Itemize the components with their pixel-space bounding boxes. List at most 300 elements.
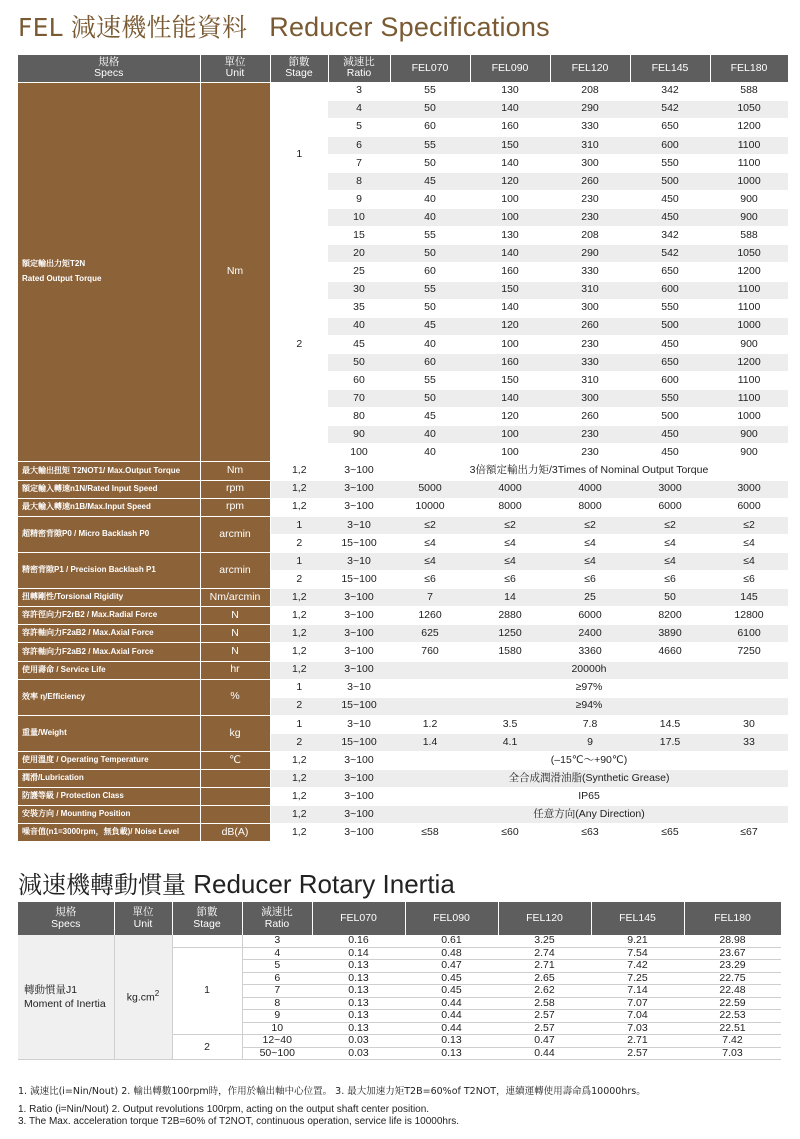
value-cell: 0.03 — [312, 1035, 405, 1048]
stage-cell: 1,2 — [270, 480, 328, 498]
value-cell: 3890 — [630, 625, 710, 643]
spec-unit: N — [200, 625, 270, 643]
spec-label: 扭轉剛性/Torsional Rigidity — [18, 589, 200, 607]
value-cell: 7250 — [710, 643, 788, 661]
header-model: FEL090 — [470, 55, 550, 82]
spec-row — [18, 643, 788, 661]
stage-cell: 1,2 — [270, 589, 328, 607]
ratio-cell: 15~100 — [328, 534, 390, 552]
stage-cell: 1,2 — [270, 607, 328, 625]
ratio-cell: 5 — [242, 960, 312, 973]
value-cell: 0.44 — [405, 997, 498, 1010]
value-cell: 17.5 — [630, 733, 710, 751]
spec-label: 潤滑/Lubrication — [18, 770, 200, 788]
value-cell: 2.71 — [591, 1035, 684, 1048]
value-cell: ≤4 — [390, 552, 470, 570]
header-model: FEL070 — [390, 55, 470, 82]
spec-row — [18, 462, 788, 480]
torque-stage: 2 — [270, 227, 328, 462]
value-cell: 2.65 — [498, 972, 591, 985]
value-cell: 1000 — [710, 317, 788, 335]
value-cell: 300 — [550, 390, 630, 408]
value-cell: 7.03 — [591, 1022, 684, 1035]
ratio-cell: 10 — [242, 1022, 312, 1035]
spec-row — [18, 625, 788, 643]
ratio-cell: 3~100 — [328, 607, 390, 625]
value-cell: 60 — [390, 118, 470, 136]
spec-unit: ℃ — [200, 751, 270, 769]
value-cell: 550 — [630, 299, 710, 317]
value-cell: 1250 — [470, 625, 550, 643]
value-cell: 100 — [470, 335, 550, 353]
value-cell: 900 — [710, 426, 788, 444]
value-cell: 23.29 — [684, 960, 781, 973]
value-cell: 600 — [630, 372, 710, 390]
spec-unit — [200, 788, 270, 806]
ratio-cell: 25 — [328, 263, 390, 281]
stage-cell: 1,2 — [270, 824, 328, 842]
value-cell: 0.48 — [405, 947, 498, 960]
value-cell: 130 — [470, 227, 550, 245]
value-cell: 40 — [390, 209, 470, 227]
value-cell: 0.45 — [405, 985, 498, 998]
value-cell: ≤2 — [710, 516, 788, 534]
value-cell: ≤4 — [470, 534, 550, 552]
spec-table — [18, 55, 789, 842]
value-cell: 2400 — [550, 625, 630, 643]
ratio-cell: 3~100 — [328, 806, 390, 824]
ratio-cell: 3~100 — [328, 462, 390, 480]
header-model: FEL120 — [550, 55, 630, 82]
spec-row — [18, 715, 788, 733]
value-cell: 50 — [390, 154, 470, 172]
value-cell: 1.4 — [390, 733, 470, 751]
spec-row — [18, 751, 788, 769]
value-span: ≥97% — [390, 679, 788, 697]
stage-cell: 2 — [270, 733, 328, 751]
ratio-cell: 3~100 — [328, 589, 390, 607]
value-cell: 1.2 — [390, 715, 470, 733]
value-cell: 55 — [390, 136, 470, 154]
value-cell: 625 — [390, 625, 470, 643]
stage-cell: 1,2 — [270, 462, 328, 480]
ratio-cell: 15 — [328, 227, 390, 245]
value-cell: 1580 — [470, 643, 550, 661]
value-cell: ≤4 — [550, 552, 630, 570]
ratio-cell: 9 — [328, 191, 390, 209]
ratio-cell: 4 — [328, 100, 390, 118]
value-cell: 300 — [550, 299, 630, 317]
value-span: 任意方向(Any Direction) — [390, 806, 788, 824]
stage-cell: 1,2 — [270, 751, 328, 769]
value-cell: 290 — [550, 100, 630, 118]
ratio-cell: 80 — [328, 408, 390, 426]
value-cell: 150 — [470, 281, 550, 299]
spec-title — [18, 8, 550, 44]
ratio-cell: 60 — [328, 372, 390, 390]
value-cell: 0.61 — [405, 935, 498, 947]
value-cell: 650 — [630, 353, 710, 371]
value-cell: 310 — [550, 372, 630, 390]
value-cell: 230 — [550, 209, 630, 227]
ratio-cell: 3~100 — [328, 788, 390, 806]
header-ratio: 減速比 Ratio — [328, 55, 390, 82]
spec-label: 超精密背隙P0 / Micro Backlash P0 — [18, 516, 200, 552]
header-stage: 節數 Stage — [270, 55, 328, 82]
value-cell: 30 — [710, 715, 788, 733]
inertia-stage: 2 — [172, 1035, 242, 1060]
value-cell: 260 — [550, 317, 630, 335]
value-cell: ≤58 — [390, 824, 470, 842]
spec-row — [18, 806, 788, 824]
value-cell: 7.42 — [684, 1035, 781, 1048]
value-cell: ≤4 — [630, 552, 710, 570]
value-cell: 7.14 — [591, 985, 684, 998]
value-cell: 45 — [390, 408, 470, 426]
spec-unit: N — [200, 607, 270, 625]
value-cell: 0.13 — [312, 972, 405, 985]
spec-label: 防護等級 / Protection Class — [18, 788, 200, 806]
inertia-stage: 1 — [172, 947, 242, 1035]
value-cell: 760 — [390, 643, 470, 661]
value-cell: 1100 — [710, 281, 788, 299]
value-cell: ≤63 — [550, 824, 630, 842]
value-cell: 150 — [470, 136, 550, 154]
value-cell: 130 — [470, 82, 550, 100]
value-cell: 7 — [390, 589, 470, 607]
inertia-title-cn: 減速機轉動慣量 — [18, 871, 186, 899]
value-cell: 1200 — [710, 353, 788, 371]
inertia-row — [18, 935, 781, 947]
value-cell: 0.45 — [405, 972, 498, 985]
notes-en-1: 1. Ratio (i=Nin/Nout) 2. Output revolutions 100rpm, acting on the output shaft center position. — [18, 1104, 430, 1115]
value-cell: 1100 — [710, 390, 788, 408]
value-cell: 7.07 — [591, 997, 684, 1010]
value-cell: 342 — [630, 227, 710, 245]
value-span: (–15℃～+90℃) — [390, 751, 788, 769]
notes-cn: 1. 減速比(i=Nin/Nout) 2. 輸出轉數100rpm時，作用於輸出軸中心位置。 3. 最大加速力矩T2B=60%of T2NOT，連續運轉使用壽命爲10000hrs。 — [18, 1086, 646, 1097]
spec-row — [18, 589, 788, 607]
header-model: FEL145 — [630, 55, 710, 82]
ratio-cell: 6 — [328, 136, 390, 154]
ratio-cell: 15~100 — [328, 733, 390, 751]
value-cell: 0.14 — [312, 947, 405, 960]
value-cell: ≤2 — [470, 516, 550, 534]
spec-header-row — [18, 55, 788, 82]
spec-unit: rpm — [200, 480, 270, 498]
stage-cell: 1 — [270, 679, 328, 697]
value-cell: 208 — [550, 227, 630, 245]
ratio-cell: 3~100 — [328, 770, 390, 788]
value-cell: 2.71 — [498, 960, 591, 973]
value-cell: 290 — [550, 245, 630, 263]
value-cell: 120 — [470, 172, 550, 190]
value-span: IP65 — [390, 788, 788, 806]
spec-label: 容許徑向力F2rB2 / Max.Radial Force — [18, 607, 200, 625]
ratio-cell: 3~100 — [328, 643, 390, 661]
value-cell: 1100 — [710, 136, 788, 154]
value-cell: 160 — [470, 118, 550, 136]
value-cell: 33 — [710, 733, 788, 751]
value-cell: 3.25 — [498, 935, 591, 947]
value-cell: 6000 — [630, 498, 710, 516]
value-cell: ≤6 — [390, 571, 470, 589]
value-cell: ≤4 — [470, 552, 550, 570]
value-cell: ≤4 — [710, 552, 788, 570]
value-cell: 208 — [550, 82, 630, 100]
value-cell: 3.5 — [470, 715, 550, 733]
value-cell: ≤6 — [710, 571, 788, 589]
spec-unit: arcmin — [200, 552, 270, 588]
notes-en-2: 3. The Max. acceleration torque T2B=60% of T2NOT, continuous operation, service life is 10000hrs. — [18, 1116, 460, 1127]
value-cell: 2.57 — [498, 1010, 591, 1023]
value-span: 20000h — [390, 661, 788, 679]
ratio-cell: 3~10 — [328, 516, 390, 534]
torque-label: 額定輸出力矩T2N Rated Output Torque — [18, 82, 200, 462]
spec-row — [18, 480, 788, 498]
value-cell: 60 — [390, 263, 470, 281]
value-cell: 140 — [470, 100, 550, 118]
ratio-cell: 3~10 — [328, 679, 390, 697]
value-cell: 0.44 — [405, 1010, 498, 1023]
value-cell: 900 — [710, 444, 788, 462]
value-cell: 9 — [550, 733, 630, 751]
value-cell: 120 — [470, 408, 550, 426]
ratio-cell: 12~40 — [242, 1035, 312, 1048]
spec-unit: kg — [200, 715, 270, 751]
spec-label: 安裝方向 / Mounting Position — [18, 806, 200, 824]
spec-label: 容許軸向力F2aB2 / Max.Axial Force — [18, 625, 200, 643]
value-cell: 50 — [390, 390, 470, 408]
value-cell: 22.48 — [684, 985, 781, 998]
value-cell: 22.53 — [684, 1010, 781, 1023]
spec-label: 額定輸入轉速n1N/Rated Input Speed — [18, 480, 200, 498]
value-cell: 500 — [630, 408, 710, 426]
value-cell: 0.44 — [498, 1047, 591, 1060]
inertia-title-en: Reducer Rotary Inertia — [193, 869, 455, 899]
value-cell: 140 — [470, 154, 550, 172]
value-cell: 330 — [550, 353, 630, 371]
value-cell: 4000 — [550, 480, 630, 498]
value-cell: 1000 — [710, 408, 788, 426]
spec-unit: Nm/arcmin — [200, 589, 270, 607]
value-cell: 900 — [710, 209, 788, 227]
spec-label: 精密背隙P1 / Precision Backlash P1 — [18, 552, 200, 588]
stage-cell: 2 — [270, 534, 328, 552]
value-cell: 100 — [470, 444, 550, 462]
spec-unit: arcmin — [200, 516, 270, 552]
ratio-cell: 3~10 — [328, 715, 390, 733]
ratio-cell: 7 — [328, 154, 390, 172]
header-unit: 單位 Unit — [200, 55, 270, 82]
value-cell: 6000 — [550, 607, 630, 625]
value-cell: 0.13 — [312, 985, 405, 998]
ratio-cell: 3~100 — [328, 480, 390, 498]
value-cell: 40 — [390, 426, 470, 444]
value-cell: 1050 — [710, 245, 788, 263]
spec-label: 使用溫度 / Operating Temperature — [18, 751, 200, 769]
value-cell: 600 — [630, 136, 710, 154]
header-model: FEL070 — [312, 902, 405, 935]
value-cell: 9.21 — [591, 935, 684, 947]
spec-unit — [200, 806, 270, 824]
value-cell: 25 — [550, 589, 630, 607]
value-cell: 500 — [630, 172, 710, 190]
value-cell: ≤65 — [630, 824, 710, 842]
value-cell: 100 — [470, 426, 550, 444]
value-cell: 330 — [550, 118, 630, 136]
value-cell: 140 — [470, 245, 550, 263]
value-cell: 0.13 — [405, 1047, 498, 1060]
value-cell: 160 — [470, 353, 550, 371]
value-cell: ≤2 — [550, 516, 630, 534]
spec-label: 效率 η/Efficiency — [18, 679, 200, 715]
value-cell: 12800 — [710, 607, 788, 625]
value-cell: 4.1 — [470, 733, 550, 751]
inertia-unit-text: kg.cm — [126, 991, 155, 1004]
value-cell: 8200 — [630, 607, 710, 625]
spec-row — [18, 82, 788, 100]
stage-cell: 1 — [270, 516, 328, 534]
value-cell: ≤4 — [630, 534, 710, 552]
spec-row — [18, 552, 788, 570]
value-cell: 14 — [470, 589, 550, 607]
stage-cell: 2 — [270, 697, 328, 715]
spec-row — [18, 824, 788, 842]
inertia-label: 轉動慣量J1 Moment of Inertia — [18, 935, 114, 1060]
value-cell: 600 — [630, 281, 710, 299]
spec-row — [18, 788, 788, 806]
value-cell: 2.74 — [498, 947, 591, 960]
spec-label: 最大輸入轉速n1B/Max.Input Speed — [18, 498, 200, 516]
value-cell: 550 — [630, 390, 710, 408]
value-cell: 100 — [470, 209, 550, 227]
value-cell: 0.16 — [312, 935, 405, 947]
value-cell: 4660 — [630, 643, 710, 661]
value-cell: 0.13 — [312, 1010, 405, 1023]
value-cell: 50 — [390, 100, 470, 118]
value-cell: 45 — [390, 317, 470, 335]
value-cell: 3000 — [710, 480, 788, 498]
value-cell: 100 — [470, 191, 550, 209]
spec-label: 使用壽命 / Service Life — [18, 661, 200, 679]
value-cell: 450 — [630, 209, 710, 227]
value-cell: ≤6 — [550, 571, 630, 589]
value-cell: 22.59 — [684, 997, 781, 1010]
spec-unit: dB(A) — [200, 824, 270, 842]
ratio-cell: 3~100 — [328, 661, 390, 679]
value-cell: 1200 — [710, 263, 788, 281]
spec-unit: Nm — [200, 462, 270, 480]
ratio-cell: 3~10 — [328, 552, 390, 570]
header-model: FEL120 — [498, 902, 591, 935]
header-model: FEL145 — [591, 902, 684, 935]
ratio-cell: 7 — [242, 985, 312, 998]
spec-title-en: Reducer Specifications — [269, 12, 550, 42]
header-model: FEL090 — [405, 902, 498, 935]
value-cell: 2.62 — [498, 985, 591, 998]
value-cell: 300 — [550, 154, 630, 172]
header-unit: 單位 Unit — [114, 902, 172, 935]
spec-unit — [200, 770, 270, 788]
value-cell: 260 — [550, 408, 630, 426]
value-cell: 1200 — [710, 118, 788, 136]
spec-row — [18, 770, 788, 788]
value-cell: 1050 — [710, 100, 788, 118]
value-cell: 28.98 — [684, 935, 781, 947]
ratio-cell: 9 — [242, 1010, 312, 1023]
value-cell: 45 — [390, 172, 470, 190]
spec-row — [18, 498, 788, 516]
value-cell: 140 — [470, 299, 550, 317]
value-cell: 55 — [390, 372, 470, 390]
stage-cell: 1,2 — [270, 643, 328, 661]
value-cell: 50 — [390, 245, 470, 263]
value-cell: 450 — [630, 335, 710, 353]
value-cell: 7.54 — [591, 947, 684, 960]
spec-label: 容許軸向力F2aB2 / Max.Axial Force — [18, 643, 200, 661]
value-cell: 230 — [550, 426, 630, 444]
spec-label: 噪音值(n1=3000rpm，無負載)/ Noise Level — [18, 824, 200, 842]
value-cell: 3000 — [630, 480, 710, 498]
stage-cell: 1,2 — [270, 661, 328, 679]
value-cell: 450 — [630, 191, 710, 209]
value-cell: 650 — [630, 118, 710, 136]
inertia-unit: $kg.cm^2$ — [114, 935, 172, 1060]
value-cell: 1100 — [710, 372, 788, 390]
value-cell: 50 — [390, 299, 470, 317]
value-cell: 2880 — [470, 607, 550, 625]
stage-cell: 1,2 — [270, 770, 328, 788]
value-cell: 0.13 — [405, 1035, 498, 1048]
stage-cell: 1,2 — [270, 788, 328, 806]
value-cell: 10000 — [390, 498, 470, 516]
value-cell: 450 — [630, 444, 710, 462]
inertia-stage-blank — [172, 935, 242, 947]
ratio-cell: 50 — [328, 353, 390, 371]
value-cell: 310 — [550, 281, 630, 299]
value-cell: 7.03 — [684, 1047, 781, 1060]
value-cell: 0.13 — [312, 997, 405, 1010]
value-cell: 55 — [390, 227, 470, 245]
value-cell: ≤6 — [470, 571, 550, 589]
value-cell: ≤60 — [470, 824, 550, 842]
spec-row — [18, 607, 788, 625]
ratio-cell: 45 — [328, 335, 390, 353]
ratio-cell: 70 — [328, 390, 390, 408]
value-cell: 6000 — [710, 498, 788, 516]
value-cell: 60 — [390, 353, 470, 371]
value-cell: ≤4 — [390, 534, 470, 552]
ratio-cell: 15~100 — [328, 571, 390, 589]
value-cell: 500 — [630, 317, 710, 335]
value-cell: 22.75 — [684, 972, 781, 985]
spec-title-cn: FEL 減速機性能資料 — [18, 13, 248, 42]
value-cell: 8000 — [550, 498, 630, 516]
ratio-cell: 4 — [242, 947, 312, 960]
header-ratio: 減速比 Ratio — [242, 902, 312, 935]
value-cell: 1260 — [390, 607, 470, 625]
header-model: FEL180 — [710, 55, 788, 82]
value-cell: ≤4 — [710, 534, 788, 552]
value-cell: 55 — [390, 281, 470, 299]
header-specs: 規格 Specs — [18, 902, 114, 935]
value-cell: 120 — [470, 317, 550, 335]
value-span: 3倍額定輸出力矩/3Times of Nominal Output Torque — [390, 462, 788, 480]
value-cell: 2.57 — [498, 1022, 591, 1035]
ratio-cell: 10 — [328, 209, 390, 227]
value-cell: 145 — [710, 589, 788, 607]
